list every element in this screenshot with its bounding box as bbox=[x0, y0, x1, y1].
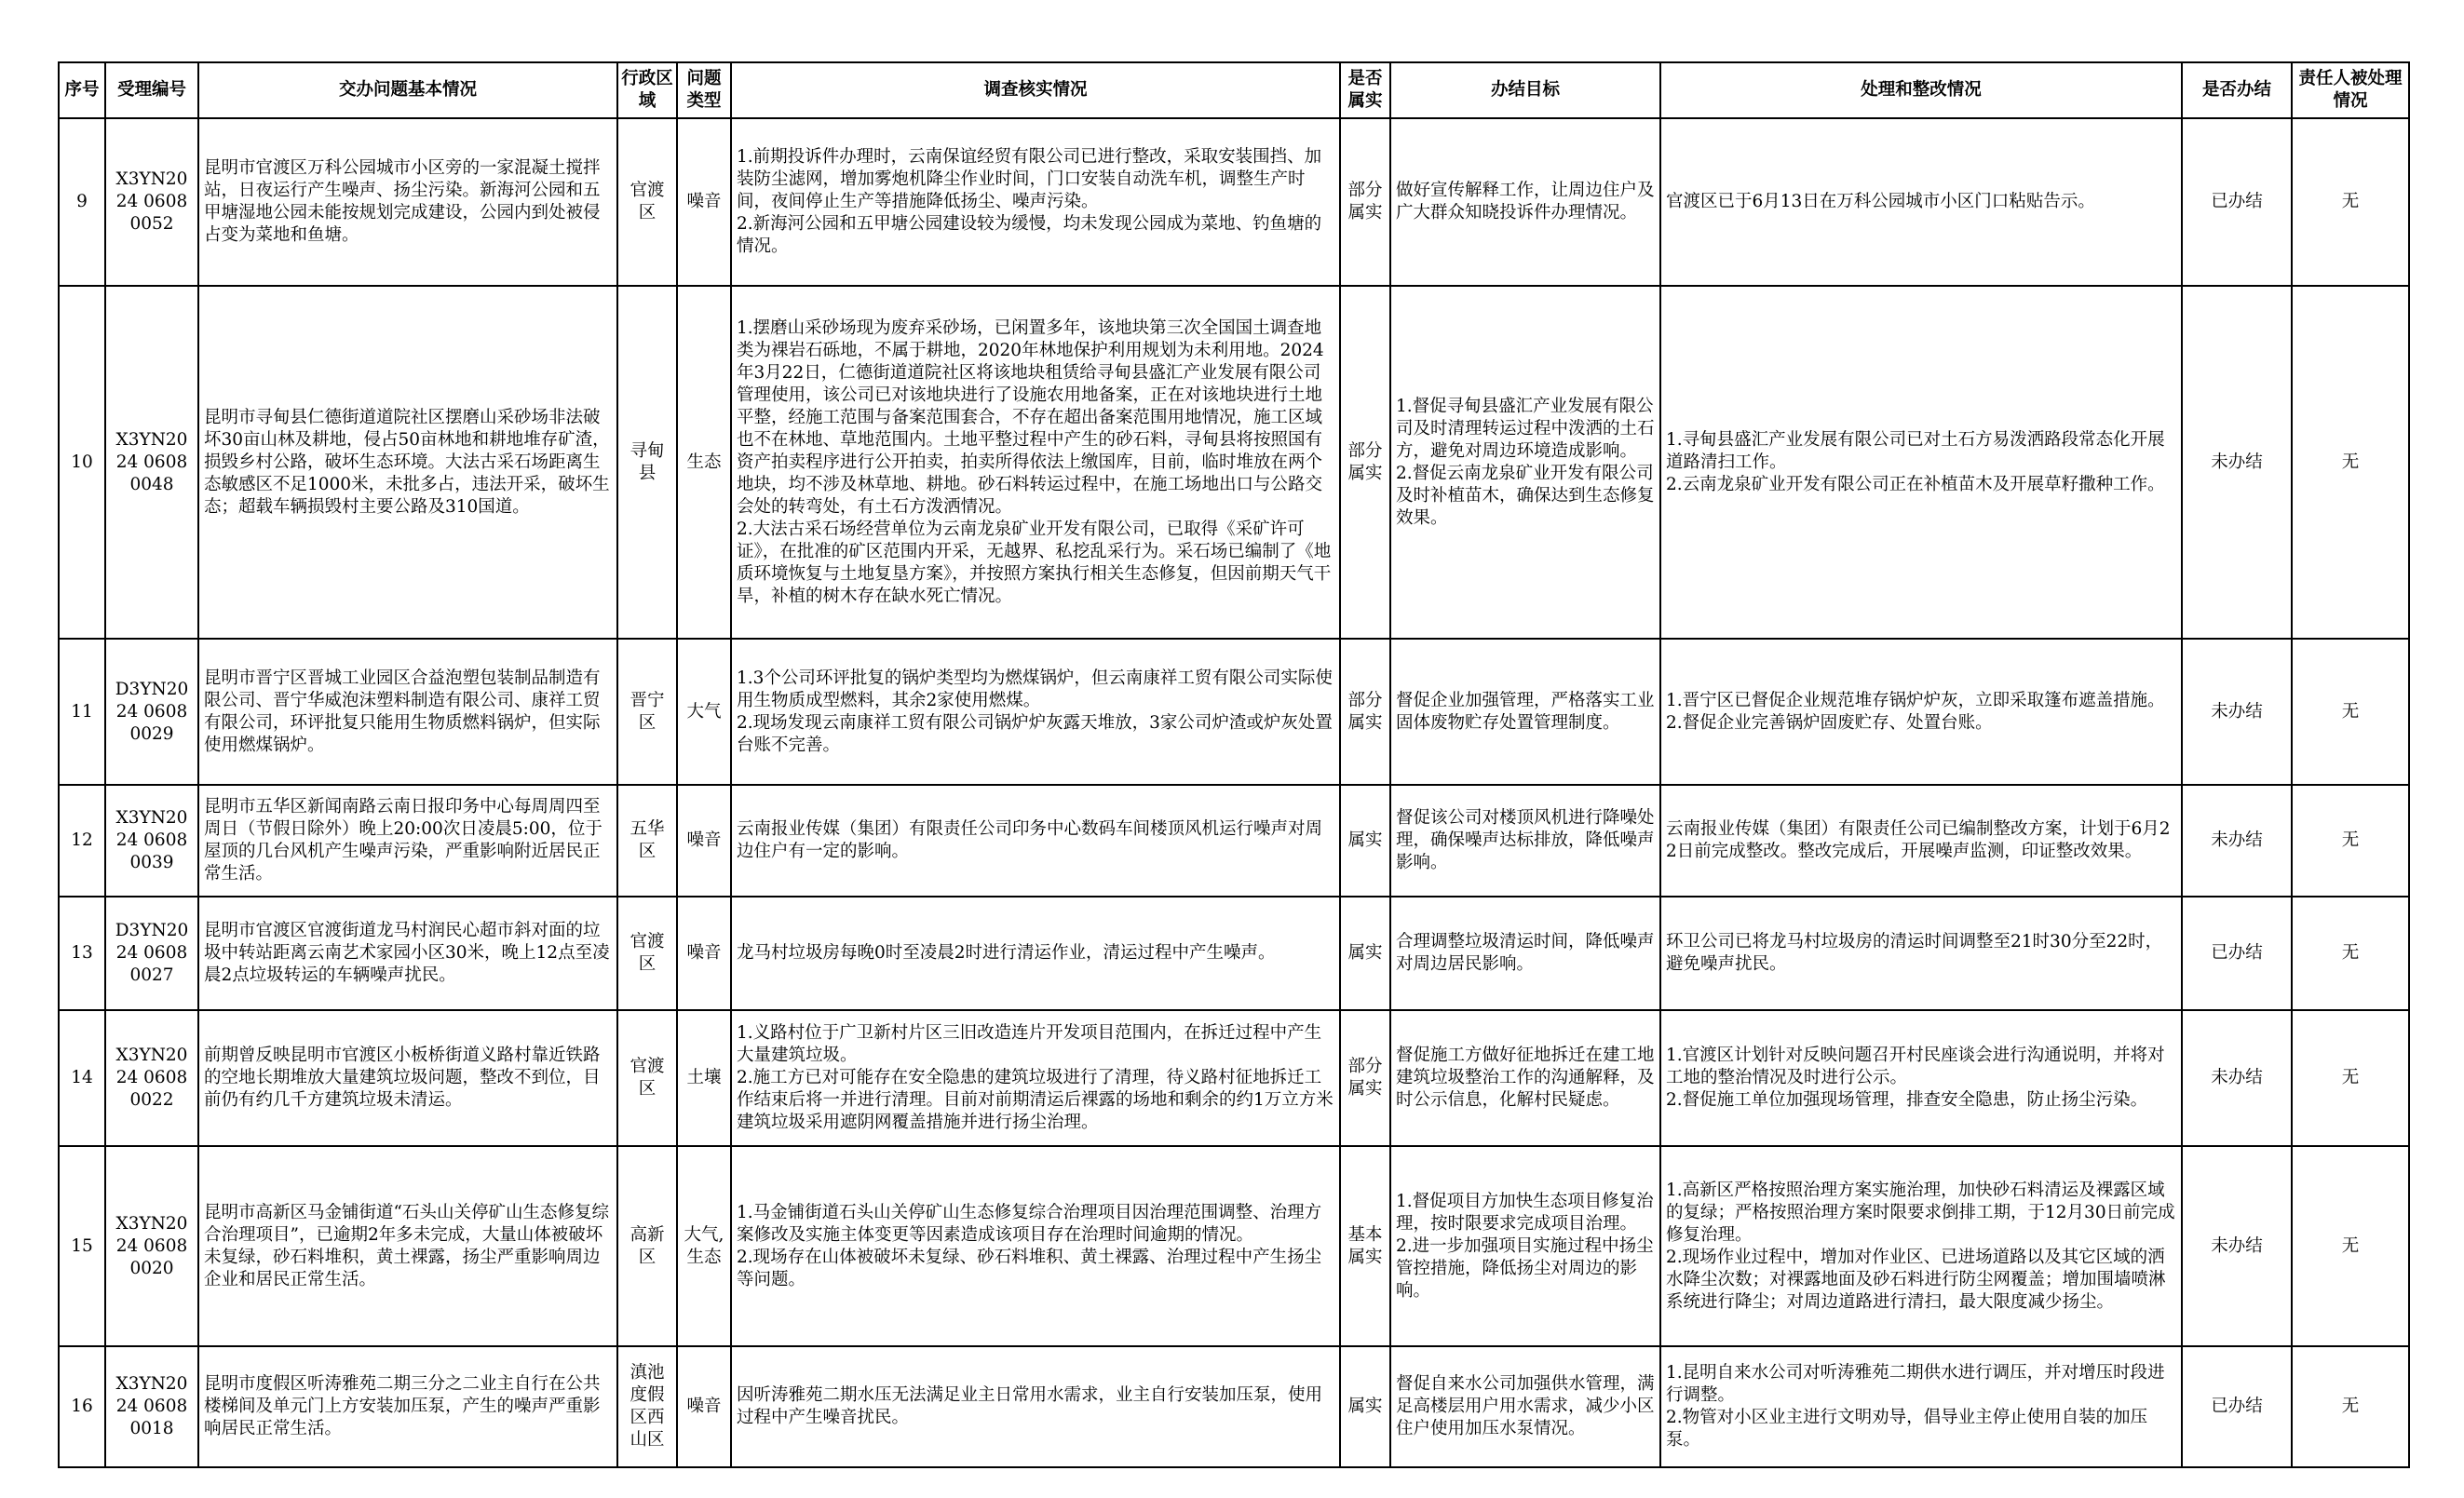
table-row bbox=[59, 1146, 2409, 1346]
cell-accountability: 无 bbox=[2292, 1010, 2409, 1146]
cell-investigation-paragraph: 2.施工方已对可能存在安全隐患的建筑垃圾进行了清理，待义路村征地拆迁工作结束后将一并进行清理。目前对前期清运后裸露的场地和剩余的约1万立方米建筑垃圾采用遮阴网覆盖措施并进行扬尘治理。 bbox=[737, 1068, 1334, 1132]
cell-handling-paragraph: 2.督促企业完善锅炉固废贮存、处置台账。 bbox=[1666, 712, 1993, 733]
cell-investigation bbox=[731, 118, 1340, 286]
cell-investigation bbox=[731, 639, 1340, 785]
cell-handling-paragraph: 2.物管对小区业主进行文明劝导，倡导业主停止使用自装的加压泵。 bbox=[1666, 1408, 2148, 1450]
cell-target: 1.督促项目方加快生态项目修复治理，按时限要求完成项目治理。 2.进一步加强项目实施过程中扬尘管控措施，降低扬尘对周边的影响。 bbox=[1390, 1146, 1660, 1346]
header-type: 问题类型 bbox=[677, 62, 731, 118]
cell-seq: 14 bbox=[59, 1010, 105, 1146]
cell-accountability: 无 bbox=[2292, 785, 2409, 897]
cell-investigation-paragraph: 1.义路村位于广卫新村片区三旧改造连片开发项目范围内，在拆迁过程中产生大量建筑垃圾。 bbox=[737, 1023, 1322, 1065]
cell-investigation-paragraph: 1.马金铺街道石头山关停矿山生态修复综合治理项目因治理范围调整、治理方案修改及实施主体变更等因素造成该项目存在治理时间逾期的情况。 bbox=[737, 1202, 1322, 1245]
cell-handling-paragraph: 环卫公司已将龙马村垃圾房的清运时间调整至21时30分至22时，避免噪声扰民。 bbox=[1666, 932, 2163, 974]
cell-closed: 已办结 bbox=[2182, 118, 2292, 286]
cell-seq: 16 bbox=[59, 1346, 105, 1467]
cell-investigation bbox=[731, 785, 1340, 897]
cell-verified: 部分属实 bbox=[1340, 639, 1390, 785]
cell-handling-paragraph: 云南报业传媒（集团）有限责任公司已编制整改方案，计划于6月22日前完成整改。整改完成后，开展噪声监测，印证整改效果。 bbox=[1666, 819, 2171, 861]
cell-handling bbox=[1660, 639, 2182, 785]
header-target: 办结目标 bbox=[1390, 62, 1660, 118]
cell-verified: 属实 bbox=[1340, 785, 1390, 897]
table-header bbox=[59, 62, 2409, 118]
cell-target: 督促企业加强管理，严格落实工业固体废物贮存处置管理制度。 bbox=[1390, 639, 1660, 785]
cell-seq: 11 bbox=[59, 639, 105, 785]
cell-investigation-paragraph: 1.摆磨山采砂场现为废弃采砂场，已闲置多年，该地块第三次全国国土调查地类为裸岩石砾地，不属于耕地，2020年林地保护利用规划为未利用地。2024年3月22日，仁德街道道院社区将该地块租赁给寻甸县盛汇产业发展有限公司管理使用，该公司已对该地块进行了设施农用地备案，正在对该地块进行土地平整，经施工范围与备案范围套合，不存在超出备案范围用地情况，施工区域也不在林地、草地范围内。土地平整过程中产生的砂石料，寻甸县将按照国有资产拍卖程序进行公开拍卖，拍卖所得依法上缴国库，目前，临时堆放在两个地块，均不涉及林草地、耕地。砂石料转运过程中，在施工场地出口与公路交会处的转弯处，有土石方泼洒情况。 bbox=[737, 317, 1324, 517]
cell-closed: 已办结 bbox=[2182, 897, 2292, 1010]
cell-investigation-paragraph: 龙马村垃圾房每晚0时至凌晨2时进行清运作业，清运过程中产生噪声。 bbox=[737, 943, 1276, 963]
cell-handling-paragraph: 官渡区已于6月13日在万科公园城市小区门口粘贴告示。 bbox=[1666, 192, 2095, 211]
cell-handling-paragraph: 1.寻甸县盛汇产业发展有限公司已对土石方易泼洒路段常态化开展道路清扫工作。 bbox=[1666, 429, 2165, 472]
cell-verified: 属实 bbox=[1340, 897, 1390, 1010]
cell-issue: 昆明市官渡区官渡街道龙马村润民心超市斜对面的垃圾中转站距离云南艺术家园小区30米，晚上12点至凌晨2点垃圾转运的车辆噪声扰民。 bbox=[198, 897, 617, 1010]
cell-issue: 昆明市五华区新闻南路云南日报印务中心每周周四至周日（节假日除外）晚上20:00次日凌晨5:00，位于屋顶的几台风机产生噪声污染，严重影响附近居民正常生活。 bbox=[198, 785, 617, 897]
cell-case-no: X3YN2024 06080018 bbox=[105, 1346, 198, 1467]
table-row bbox=[59, 286, 2409, 639]
cell-handling-paragraph: 2.云南龙泉矿业开发有限公司正在补植苗木及开展草籽撒种工作。 bbox=[1666, 474, 2165, 494]
cell-handling-paragraph: 1.晋宁区已督促企业规范堆存锅炉炉灰，立即采取篷布遮盖措施。 bbox=[1666, 690, 2165, 710]
cell-investigation bbox=[731, 1010, 1340, 1146]
cell-investigation-paragraph: 1.前期投诉件办理时，云南保谊经贸有限公司已进行整改，采取安装围挡、加装防尘滤网，增加雾炮机降尘作业时间，门口安装自动洗车机，调整生产时间，夜间停止生产等措施降低扬尘、噪声污染。 bbox=[737, 147, 1322, 211]
cell-handling-paragraph: 1.高新区严格按照治理方案实施治理，加快砂石料清运及裸露区域的复绿；严格按照治理方案时限要求倒排工期，于12月30日前完成修复治理。 bbox=[1666, 1180, 2175, 1245]
cell-issue: 昆明市度假区听涛雅苑二期三分之二业主自行在公共楼梯间及单元门上方安装加压泵，产生的噪声严重影响居民正常生活。 bbox=[198, 1346, 617, 1467]
cell-district: 滇池度假区西山区 bbox=[617, 1346, 677, 1467]
cell-closed: 未办结 bbox=[2182, 785, 2292, 897]
cell-closed: 已办结 bbox=[2182, 1346, 2292, 1467]
cell-handling-paragraph: 2.现场作业过程中，增加对作业区、已进场道路以及其它区域的洒水降尘次数；对裸露地面及砂石料进行防尘网覆盖；增加围墙喷淋系统进行降尘；对周边道路进行清扫，最大限度减少扬尘。 bbox=[1666, 1247, 2166, 1312]
cell-investigation-paragraph: 1.3个公司环评批复的锅炉类型均为燃煤锅炉，但云南康祥工贸有限公司实际使用生物质成型燃料，其余2家使用燃煤。 bbox=[737, 668, 1333, 710]
table-row bbox=[59, 785, 2409, 897]
case-table bbox=[58, 61, 2410, 1468]
cell-issue: 昆明市寻甸县仁德街道道院社区摆磨山采砂场非法破坏30亩山林及耕地，侵占50亩林地和耕地堆存矿渣，损毁乡村公路，破坏生态环境。大法古采石场距离生态敏感区不足1000米，未批多占，违法开采，破坏生态；超载车辆损毁村主要公路及310国道。 bbox=[198, 286, 617, 639]
cell-type: 噪音 bbox=[677, 118, 731, 286]
cell-issue: 前期曾反映昆明市官渡区小板桥街道义路村靠近铁路的空地长期堆放大量建筑垃圾问题，整改不到位，目前仍有约几千方建筑垃圾未清运。 bbox=[198, 1010, 617, 1146]
cell-investigation-paragraph: 2.新海河公园和五甲塘公园建设较为缓慢，均未发现公园成为菜地、钓鱼塘的情况。 bbox=[737, 214, 1322, 256]
cell-closed: 未办结 bbox=[2182, 1010, 2292, 1146]
cell-type: 噪音 bbox=[677, 785, 731, 897]
header-closed: 是否办结 bbox=[2182, 62, 2292, 118]
cell-case-no: X3YN2024 06080052 bbox=[105, 118, 198, 286]
cell-seq: 15 bbox=[59, 1146, 105, 1346]
header-issue: 交办问题基本情况 bbox=[198, 62, 617, 118]
cell-closed: 未办结 bbox=[2182, 1146, 2292, 1346]
header-seq: 序号 bbox=[59, 62, 105, 118]
cell-handling bbox=[1660, 785, 2182, 897]
cell-investigation bbox=[731, 286, 1340, 639]
cell-type: 噪音 bbox=[677, 897, 731, 1010]
header-verified: 是否属实 bbox=[1340, 62, 1390, 118]
cell-closed: 未办结 bbox=[2182, 639, 2292, 785]
cell-handling bbox=[1660, 1346, 2182, 1467]
cell-issue: 昆明市官渡区万科公园城市小区旁的一家混凝土搅拌站，日夜运行产生噪声、扬尘污染。新海河公园和五甲塘湿地公园未能按规划完成建设，公园内到处被侵占变为菜地和鱼塘。 bbox=[198, 118, 617, 286]
cell-seq: 13 bbox=[59, 897, 105, 1010]
table-row bbox=[59, 1346, 2409, 1467]
cell-target: 做好宣传解释工作，让周边住户及广大群众知晓投诉件办理情况。 bbox=[1390, 118, 1660, 286]
table-row bbox=[59, 118, 2409, 286]
cell-verified: 部分属实 bbox=[1340, 118, 1390, 286]
cell-district: 官渡区 bbox=[617, 118, 677, 286]
cell-target: 督促自来水公司加强供水管理，满足高楼层用户用水需求，减少小区住户使用加压水泵情况。 bbox=[1390, 1346, 1660, 1467]
cell-case-no: X3YN2024 06080022 bbox=[105, 1010, 198, 1146]
cell-case-no: X3YN2024 06080048 bbox=[105, 286, 198, 639]
cell-verified: 部分属实 bbox=[1340, 1010, 1390, 1146]
cell-accountability: 无 bbox=[2292, 897, 2409, 1010]
cell-investigation-paragraph: 云南报业传媒（集团）有限责任公司印务中心数码车间楼顶风机运行噪声对周边住户有一定的影响。 bbox=[737, 819, 1323, 861]
cell-investigation bbox=[731, 897, 1340, 1010]
cell-investigation-paragraph: 2.现场发现云南康祥工贸有限公司锅炉炉灰露天堆放，3家公司炉渣或炉灰处置台账不完善。 bbox=[737, 712, 1333, 755]
cell-target: 督促施工方做好征地拆迁在建工地建筑垃圾整治工作的沟通解释，及时公示信息，化解村民疑虑。 bbox=[1390, 1010, 1660, 1146]
cell-investigation bbox=[731, 1346, 1340, 1467]
header-accountability: 责任人被处理情况 bbox=[2292, 62, 2409, 118]
cell-handling bbox=[1660, 1146, 2182, 1346]
cell-investigation-paragraph: 2.现场存在山体被破坏未复绿、砂石料堆积、黄土裸露、治理过程中产生扬尘等问题。 bbox=[737, 1247, 1322, 1289]
cell-handling-paragraph: 1.官渡区计划针对反映问题召开村民座谈会进行沟通说明，并将对工地的整治情况及时进行公示。 bbox=[1666, 1046, 2165, 1087]
cell-accountability: 无 bbox=[2292, 1146, 2409, 1346]
cell-accountability: 无 bbox=[2292, 286, 2409, 639]
cell-issue: 昆明市高新区马金铺街道“石头山关停矿山生态修复综合治理项目”，已逾期2年多未完成，大量山体被破坏未复绿，砂石料堆积，黄土裸露，扬尘严重影响周边企业和居民正常生活。 bbox=[198, 1146, 617, 1346]
cell-handling-paragraph: 1.昆明自来水公司对听涛雅苑二期供水进行调压，并对增压时段进行调整。 bbox=[1666, 1363, 2165, 1405]
cell-district: 寻甸县 bbox=[617, 286, 677, 639]
header-handling: 处理和整改情况 bbox=[1660, 62, 2182, 118]
cell-case-no: D3YN2024 06080029 bbox=[105, 639, 198, 785]
cell-investigation bbox=[731, 1146, 1340, 1346]
cell-district: 五华区 bbox=[617, 785, 677, 897]
cell-type: 噪音 bbox=[677, 1346, 731, 1467]
cell-accountability: 无 bbox=[2292, 1346, 2409, 1467]
header-investigation: 调查核实情况 bbox=[731, 62, 1340, 118]
table-row bbox=[59, 897, 2409, 1010]
cell-handling bbox=[1660, 118, 2182, 286]
cell-handling bbox=[1660, 897, 2182, 1010]
cell-case-no: X3YN2024 06080039 bbox=[105, 785, 198, 897]
cell-district: 晋宁区 bbox=[617, 639, 677, 785]
cell-case-no: D3YN2024 06080027 bbox=[105, 897, 198, 1010]
cell-target: 合理调整垃圾清运时间，降低噪声对周边居民影响。 bbox=[1390, 897, 1660, 1010]
cell-accountability: 无 bbox=[2292, 639, 2409, 785]
header-district: 行政区域 bbox=[617, 62, 677, 118]
cell-type: 生态 bbox=[677, 286, 731, 639]
cell-seq: 12 bbox=[59, 785, 105, 897]
cell-investigation-paragraph: 2.大法古采石场经营单位为云南龙泉矿业开发有限公司，已取得《采矿许可证》，在批准的矿区范围内开采，无越界、私挖乱采行为。采石场已编制了《地质环境恢复与土地复垦方案》，并按照方案执行相关生态修复，但因前期天气干旱，补植的树木存在缺水死亡情况。 bbox=[737, 519, 1332, 606]
cell-type: 土壤 bbox=[677, 1010, 731, 1146]
table-row bbox=[59, 1010, 2409, 1146]
cell-issue: 昆明市晋宁区晋城工业园区合益泡塑包装制品制造有限公司、晋宁华威泡沫塑料制造有限公司、康祥工贸有限公司，环评批复只能用生物质燃料锅炉，但实际使用燃煤锅炉。 bbox=[198, 639, 617, 785]
cell-district: 官渡区 bbox=[617, 1010, 677, 1146]
cell-verified: 基本属实 bbox=[1340, 1146, 1390, 1346]
cell-verified: 部分属实 bbox=[1340, 286, 1390, 639]
cell-seq: 9 bbox=[59, 118, 105, 286]
cell-verified: 属实 bbox=[1340, 1346, 1390, 1467]
cell-target: 1.督促寻甸县盛汇产业发展有限公司及时清理转运过程中泼洒的土石方，避免对周边环境造成影响。 2.督促云南龙泉矿业开发有限公司及时补植苗木，确保达到生态修复效果。 bbox=[1390, 286, 1660, 639]
cell-handling-paragraph: 2.督促施工单位加强现场管理，排查安全隐患，防止扬尘污染。 bbox=[1666, 1090, 2148, 1110]
table-row bbox=[59, 639, 2409, 785]
cell-closed: 未办结 bbox=[2182, 286, 2292, 639]
cell-case-no: X3YN2024 06080020 bbox=[105, 1146, 198, 1346]
cell-investigation-paragraph: 因听涛雅苑二期水压无法满足业主日常用水需求，业主自行安装加压泵，使用过程中产生噪音扰民。 bbox=[737, 1385, 1323, 1427]
cell-target: 督促该公司对楼顶风机进行降噪处理，确保噪声达标排放，降低噪声影响。 bbox=[1390, 785, 1660, 897]
cell-type: 大气,生态 bbox=[677, 1146, 731, 1346]
cell-handling bbox=[1660, 1010, 2182, 1146]
cell-seq: 10 bbox=[59, 286, 105, 639]
header-case-no: 受理编号 bbox=[105, 62, 198, 118]
cell-type: 大气 bbox=[677, 639, 731, 785]
cell-accountability: 无 bbox=[2292, 118, 2409, 286]
table-body bbox=[59, 118, 2409, 1467]
cell-district: 官渡区 bbox=[617, 897, 677, 1010]
cell-district: 高新区 bbox=[617, 1146, 677, 1346]
cell-handling bbox=[1660, 286, 2182, 639]
